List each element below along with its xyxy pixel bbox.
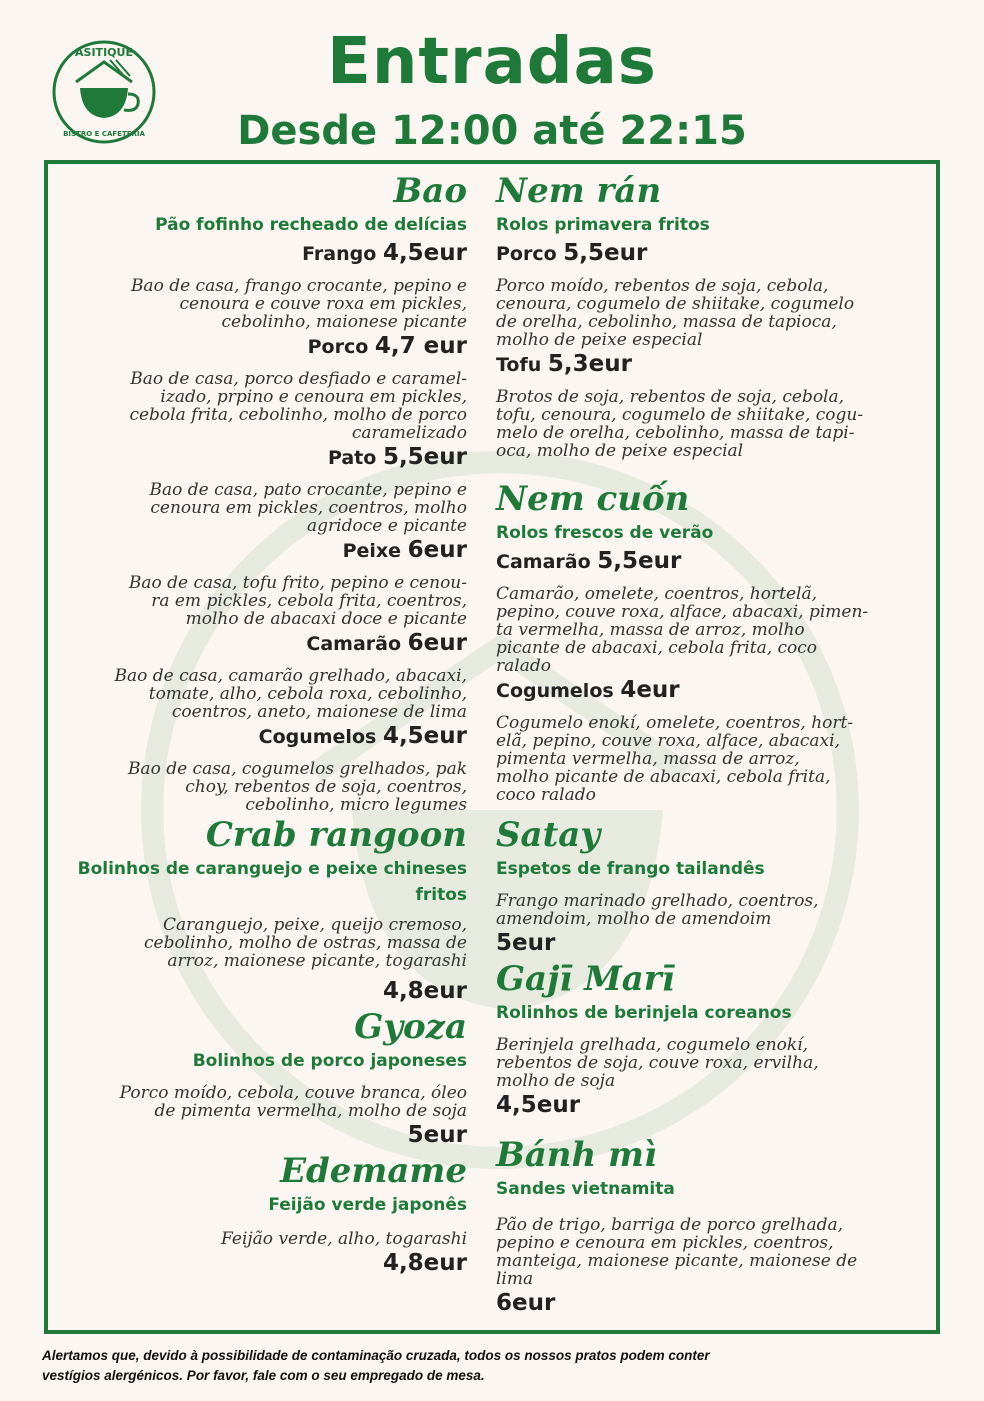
price: 6eur bbox=[407, 630, 467, 656]
item-description: de orelha, cebolinho, massa de tapioca, bbox=[496, 312, 837, 332]
item-description: Camarão, omelete, coentros, hortelã, bbox=[496, 584, 817, 604]
item-description: pepino, couve roxa, alface, abacaxi, pimen- bbox=[496, 602, 869, 622]
logo-text-top: ASITIQUE bbox=[75, 46, 133, 59]
price: 4,5eur bbox=[382, 240, 467, 266]
section-title-nem-cuon: Nem cuốn bbox=[496, 479, 690, 519]
page-title: Entradas bbox=[327, 25, 657, 99]
item-description: Cogumelo enokí, omelete, coentros, hort- bbox=[496, 713, 854, 733]
item-description: elã, pepino, couve roxa, alface, abacaxi, bbox=[496, 731, 840, 751]
item-description: cenoura em pickles, coentros, molho bbox=[150, 498, 467, 518]
section-subtitle-nem-cuon: Rolos frescos de verão bbox=[496, 523, 714, 543]
menu-item-nem-ran-porco: Porco 5,5eur bbox=[496, 240, 648, 266]
section-title-banh-mi: Bánh mì bbox=[496, 1135, 657, 1175]
item-description: agridoce e picante bbox=[307, 516, 467, 536]
price: 5eur bbox=[407, 1122, 467, 1148]
price: 5,3eur bbox=[547, 351, 632, 377]
item-description: izado, prpino e cenoura em pickles, bbox=[160, 387, 467, 407]
item-description: Bao de casa, frango crocante, pepino e bbox=[130, 276, 467, 296]
item-description: tofu, cenoura, cogumelo de shiitake, cogu- bbox=[496, 405, 864, 425]
item-description: Brotos de soja, rebentos de soja, cebola, bbox=[496, 387, 845, 407]
item-description: coco ralado bbox=[496, 785, 596, 805]
item-description: cenoura, cogumelo de shiitake, cogumelo bbox=[496, 294, 855, 314]
item-description: Pão de trigo, barriga de porco grelhada, bbox=[496, 1215, 844, 1235]
section-subtitle-crab-rangoon: Bolinhos de caranguejo e peixe chineses fritos bbox=[77, 859, 467, 905]
section-subtitle-gaji-mari: Rolinhos de berinjela coreanos bbox=[496, 1003, 792, 1023]
right-column bbox=[496, 170, 926, 1318]
section-subtitle-edemame: Feijão verde japonês bbox=[268, 1195, 467, 1215]
item-description: cenoura e couve roxa em pickles, bbox=[179, 294, 467, 314]
disclaimer-line: Alertamos que, devido à possibilidade de contaminação cruzada, todos os nossos pratos podem conter bbox=[42, 1348, 710, 1363]
price: 5,5eur bbox=[597, 548, 682, 574]
item-description: Frango marinado grelhado, coentros, bbox=[496, 891, 819, 911]
menu-item-bao-porco: Porco 4,7 eur bbox=[307, 333, 467, 359]
price: 4,5eur bbox=[496, 1092, 581, 1118]
price: 4eur bbox=[620, 677, 680, 703]
section-title-gyoza: Gyoza bbox=[354, 1007, 467, 1047]
price: 4,8eur bbox=[382, 978, 467, 1004]
item-description: pimenta vermelha, massa de arroz, bbox=[496, 749, 800, 769]
item-description: tomate, alho, cebola roxa, cebolinho, bbox=[148, 684, 467, 704]
menu-item-bao-peixe: Peixe 6eur bbox=[342, 537, 467, 563]
item-description: coentros, aneto, maionese de lima bbox=[171, 702, 467, 722]
price: 6eur bbox=[496, 1290, 556, 1316]
item-description: cebolinho, maionese picante bbox=[221, 312, 467, 332]
item-description: molho picante de abacaxi, cebola frita, bbox=[496, 767, 831, 787]
item-description: Porco moído, cebola, couve branca, óleo bbox=[119, 1083, 467, 1103]
logo-text-bottom: BISTRO E CAFETERIA bbox=[63, 130, 145, 138]
section-subtitle-banh-mi: Sandes vietnamita bbox=[496, 1179, 675, 1199]
item-description: Porco moído, rebentos de soja, cebola, bbox=[496, 276, 829, 296]
section-subtitle-bao: Pão fofinho recheado de delícias bbox=[155, 215, 467, 235]
menu-item-bao-pato: Pato 5,5eur bbox=[327, 444, 467, 470]
item-description: Bao de casa, camarão grelhado, abacaxi, bbox=[114, 666, 467, 686]
item-description: caramelizado bbox=[351, 423, 467, 443]
item-description: oca, molho de peixe especial bbox=[496, 441, 744, 461]
menu-item-bao-cogumelos: Cogumelos 4,5eur bbox=[258, 723, 467, 749]
left-column bbox=[62, 170, 467, 1278]
section-title-edemame: Edemame bbox=[280, 1151, 467, 1191]
menu-item-bao-frango: Frango 4,5eur bbox=[302, 240, 467, 266]
opening-hours: Desde 12:00 até 22:15 bbox=[237, 108, 747, 154]
price: 5,5eur bbox=[382, 444, 467, 470]
section-title-crab-rangoon: Crab rangoon bbox=[205, 815, 467, 855]
section-title-satay: Satay bbox=[496, 815, 601, 855]
section-subtitle-satay: Espetos de frango tailandês bbox=[496, 859, 765, 879]
item-description: Bao de casa, cogumelos grelhados, pak bbox=[127, 759, 467, 779]
item-description: pepino e cenoura em pickles, coentros, bbox=[496, 1233, 834, 1253]
item-description: Berinjela grelhada, cogumelo enokí, bbox=[496, 1035, 809, 1055]
item-description: Bao de casa, tofu frito, pepino e cenou- bbox=[128, 573, 467, 593]
price: 5eur bbox=[496, 930, 556, 956]
item-description: rebentos de soja, couve roxa, ervilha, bbox=[496, 1053, 819, 1073]
menu-item-nem-ran-tofu: Tofu 5,3eur bbox=[496, 351, 632, 377]
section-subtitle-gyoza: Bolinhos de porco japoneses bbox=[192, 1051, 467, 1071]
item-description: lima bbox=[496, 1269, 534, 1289]
section-title-gaji-mari: Gajī Marī bbox=[496, 959, 675, 999]
item-description: choy, rebentos de soja, coentros, bbox=[185, 777, 467, 797]
item-description: ra em pickles, cebola frita, coentros, bbox=[151, 591, 467, 611]
item-description: cebolinho, micro legumes bbox=[245, 795, 467, 815]
section-title-bao: Bao bbox=[393, 171, 467, 211]
item-description: cebolinho, molho de ostras, massa de bbox=[143, 933, 467, 953]
item-description: Bao de casa, porco desfiado e caramel- bbox=[130, 369, 467, 389]
price: 6eur bbox=[407, 537, 467, 563]
price: 4,7 eur bbox=[374, 333, 467, 359]
disclaimer-line: vestígios alergénicos. Por favor, fale com o seu empregado de mesa. bbox=[42, 1368, 485, 1383]
item-description: picante de abacaxi, cebola frita, coco bbox=[496, 638, 818, 658]
item-description: ta vermelha, massa de arroz, molho bbox=[496, 620, 805, 640]
item-description: melo de orelha, cebolinho, massa de tapi- bbox=[496, 423, 855, 443]
item-description: molho de abacaxi doce e picante bbox=[185, 609, 467, 629]
item-description: Feijão verde, alho, togarashi bbox=[221, 1229, 467, 1249]
item-description: ralado bbox=[496, 656, 551, 676]
item-description: Caranguejo, peixe, queijo cremoso, bbox=[162, 915, 467, 935]
item-description: cebola frita, cebolinho, molho de porco bbox=[129, 405, 467, 425]
menu-item-nem-cuon-cogumelos: Cogumelos 4eur bbox=[496, 677, 680, 703]
item-description: manteiga, maionese picante, maionese de bbox=[496, 1251, 858, 1271]
item-description: de pimenta vermelha, molho de soja bbox=[154, 1101, 467, 1121]
item-description: molho de peixe especial bbox=[496, 330, 703, 350]
item-description: arroz, maionese picante, togarashi bbox=[167, 951, 467, 971]
menu-item-bao-camarao: Camarão 6eur bbox=[306, 630, 467, 656]
menu-item-nem-cuon-camarao: Camarão 5,5eur bbox=[496, 548, 682, 574]
price: 4,5eur bbox=[382, 723, 467, 749]
item-description: amendoim, molho de amendoim bbox=[496, 909, 772, 929]
price: 4,8eur bbox=[382, 1250, 467, 1276]
price: 5,5eur bbox=[563, 240, 648, 266]
item-description: molho de soja bbox=[496, 1071, 616, 1091]
section-subtitle-nem-ran: Rolos primavera fritos bbox=[496, 215, 710, 235]
item-description: Bao de casa, pato crocante, pepino e bbox=[149, 480, 467, 500]
section-title-nem-ran: Nem rán bbox=[496, 171, 662, 211]
allergen-disclaimer bbox=[42, 1346, 802, 1386]
